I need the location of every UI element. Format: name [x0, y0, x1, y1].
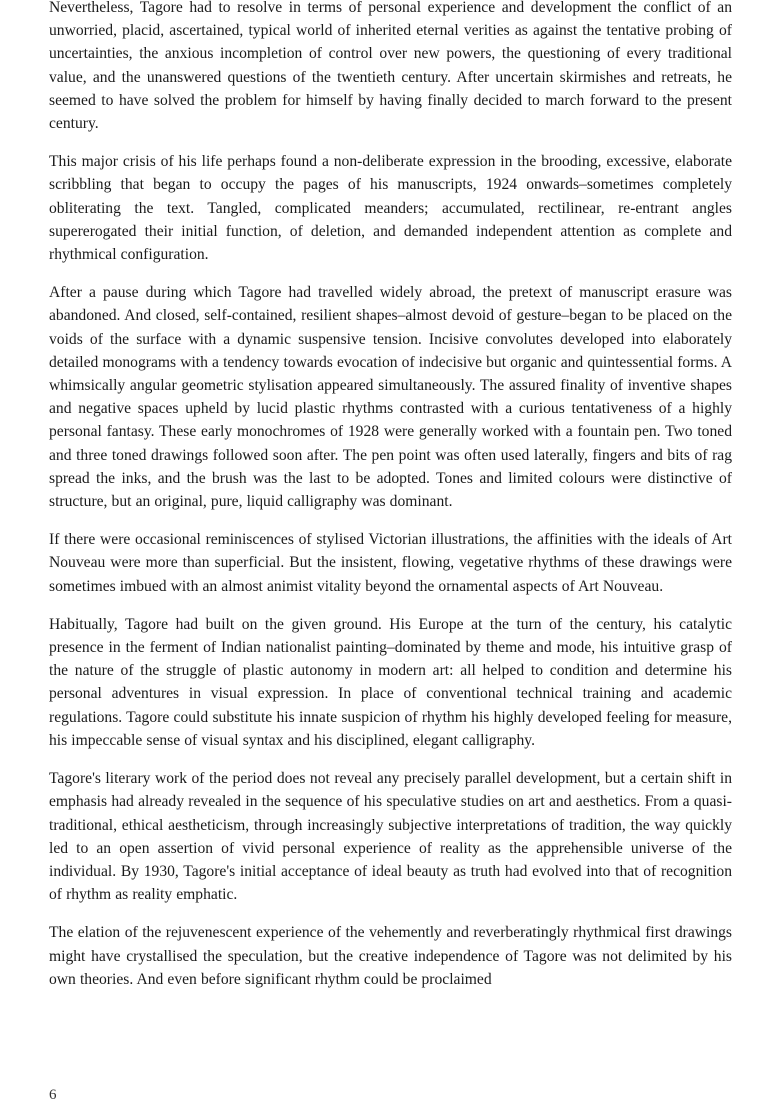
paragraph-1: Nevertheless, Tagore had to resolve in terms of personal experience and development the conflict of an unworried, placid, ascertained, typical world of inherited eternal verities as against the tentative probing of uncertainties, the anxious incompletion of control over new powers, the questioning of every traditional value, and the unanswered questions of the twentieth century. After uncertain skirmishes and retreats, he seemed to have solved the problem for himself by having finally decided to march forward to the present century.: [49, 0, 732, 133]
paragraph-6: Tagore's literary work of the period does not reveal any precisely parallel development, but a certain shift in emphasis had already revealed in the sequence of his speculative studies on art and aesthetics. From a quasi-traditional, ethical aestheticism, through increasingly subjective interpretations of tradition, the way quickly led to an open assertion of vivid personal experience of reality as the apprehensible universe of the individual. By 1930, Tagore's initial acceptance of ideal beauty as truth had evolved into that of recognition of rhythm as reality emphatic.: [49, 770, 732, 904]
paragraph-4: If there were occasional reminiscences of stylised Victorian illustrations, the affinities with the ideals of Art Nouveau were more than superficial. But the insistent, flowing, vegetative rhythms of these drawings were sometimes imbued with an almost animist vitality beyond the ornamental aspects of Art Nouveau.: [49, 531, 732, 595]
paragraph-5: Habitually, Tagore had built on the given ground. His Europe at the turn of the century, his catalytic presence in the ferment of Indian nationalist painting–dominated by theme and mode, his intuitive grasp of the nature of the struggle of plastic autonomy in modern art: all helped to condition and determine his personal adventures in visual expression. In place of conventional technical training and academic regulations. Tagore could substitute his innate suspicion of rhythm his highly developed feeling for measure, his impeccable sense of visual syntax and his disciplined, elegant calligraphy.: [49, 615, 732, 749]
paragraph-3: After a pause during which Tagore had travelled widely abroad, the pretext of manuscript erasure was abandoned. And closed, self-contained, resilient shapes–almost devoid of gesture–began to be placed on the voids of the surface with a dynamic suspensive tension. Incisive convolutes developed into elaborately detailed monograms with a tendency towards evocation of indecisive but organic and quintessential forms. A whimsically angular geometric stylisation appeared simultaneously. The assured finality of inventive shapes and negative spaces upheld by lucid plastic rhythms contrasted with a curious tentativeness of a highly personal fantasy. These early monochromes of 1928 were generally worked with a fountain pen. Two toned and three toned drawings followed soon after. The pen point was often used laterally, fingers and bits of rag spread the inks, and the brush was the last to be adopted. Tones and limited colours were distinctive of structure, but an original, pure, liquid calligraphy was dominant.: [49, 284, 732, 511]
page-number: 6: [49, 1087, 57, 1103]
page-body: [49, 0, 732, 1006]
paragraph-7: The elation of the rejuvenescent experience of the vehemently and reverberatingly rhythmical first drawings might have crystallised the speculation, but the creative independence of Tagore was not delimited by his own theories. And even before significant rhythm could be proclaimed: [49, 924, 732, 988]
paragraph-2: This major crisis of his life perhaps found a non-deliberate expression in the brooding, excessive, elaborate scribbling that began to occupy the pages of his manuscripts, 1924 onwards–sometimes completely obliterating the text. Tangled, complicated meanders; accumulated, rectilinear, re-entrant angles supererogated their initial function, of deletion, and demanded independent attention as complete and rhythmical configuration.: [49, 153, 732, 264]
